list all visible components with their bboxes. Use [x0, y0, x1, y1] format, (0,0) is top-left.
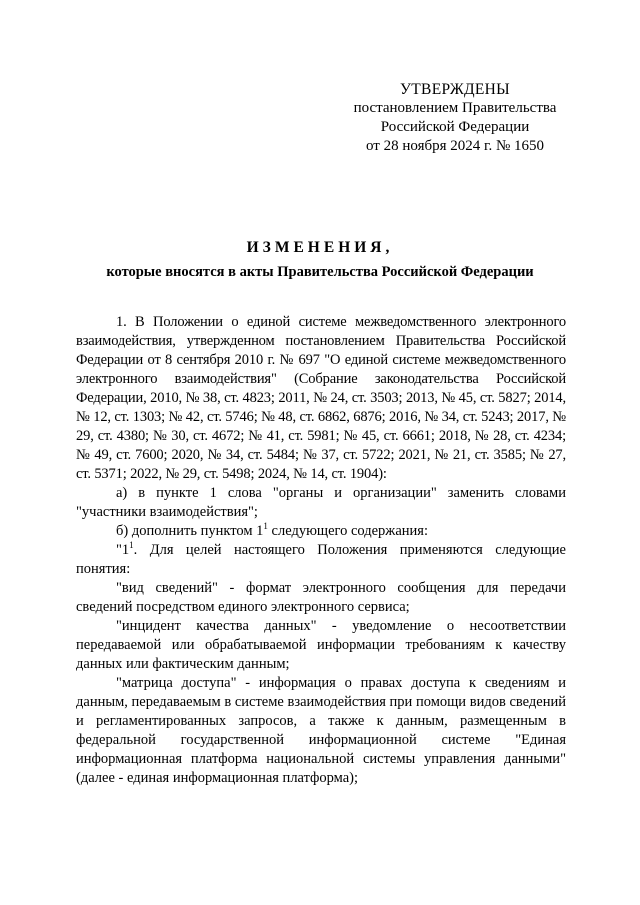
- paragraph-4-superscript: 1: [129, 540, 134, 551]
- paragraph-1: 1. В Положении о единой системе межведомственного электронного взаимодействия, утвержденном постановлением Правительства Российской Федерации от 8 сентября 2010 г. № 697 "О единой системе межведомственного электронного взаимодействия" (Собрание законодательства Российской Федерации, 2010, № 38, ст. 4823; 2011, № 24, ст. 3503; 2013, № 45, ст. 5827; 2014, № 12, ст. 1303; № 42, ст. 5746; № 48, ст. 6862, 6876; 2016, № 34, ст. 5243; 2017, № 29, ст. 4380; № 30, ст. 4672; № 41, ст. 5981; № 45, ст. 6661; 2018, № 28, ст. 4234; № 49, ст. 7600; 2020, № 34, ст. 5484; № 37, ст. 5722; 2021, № 21, ст. 3585; № 27, ст. 5371; 2022, № 29, ст. 5498; 2024, № 14, ст. 1904):: [76, 314, 566, 482]
- paragraph-5: "вид сведений" - формат электронного сообщения для передачи сведений посредством единого электронного сервиса;: [76, 580, 566, 615]
- approval-line-1: постановлением Правительства: [353, 100, 557, 116]
- paragraph-4: [76, 541, 566, 579]
- paragraph-7: "матрица доступа" - информация о правах доступа к сведениям и данным, передаваемым в системе взаимодействия при помощи видов сведений и регламентированных запросов, а также к данным, размещенным в федеральной государственной информационной системе "Единая информационная платформа национальной системы управления данными" (далее - единая информационная платформа);: [76, 675, 566, 786]
- paragraph-4-text-a: "1: [116, 542, 130, 558]
- approval-line-3: от 28 ноября 2024 г. № 1650: [365, 138, 545, 154]
- approval-block: [330, 80, 580, 156]
- paragraph-3-text-b: следующего содержания:: [267, 523, 428, 539]
- approval-heading: УТВЕРЖДЕНЫ: [400, 81, 510, 98]
- document-subtitle: которые вносятся в акты Правительства Российской Федерации: [106, 264, 534, 280]
- paragraph-2: а) в пункте 1 слова "органы и организации" заменить словами "участники взаимодействия";: [76, 485, 566, 520]
- paragraph-4-text-b: . Для целей настоящего Положения применяются следующие понятия:: [76, 542, 566, 577]
- paragraph-3: [76, 522, 566, 541]
- document-title: ИЗМЕНЕНИЯ,: [246, 239, 394, 256]
- paragraph-3-text-a: б) дополнить пунктом 1: [116, 523, 264, 539]
- document-body: [76, 313, 566, 788]
- approval-line-2: Российской Федерации: [380, 119, 530, 135]
- paragraph-6: "инцидент качества данных" - уведомление о несоответствии передаваемой или обрабатываемой информации требованиям к качеству данных или фактическим данным;: [76, 618, 566, 672]
- paragraph-3-superscript: 1: [263, 521, 268, 532]
